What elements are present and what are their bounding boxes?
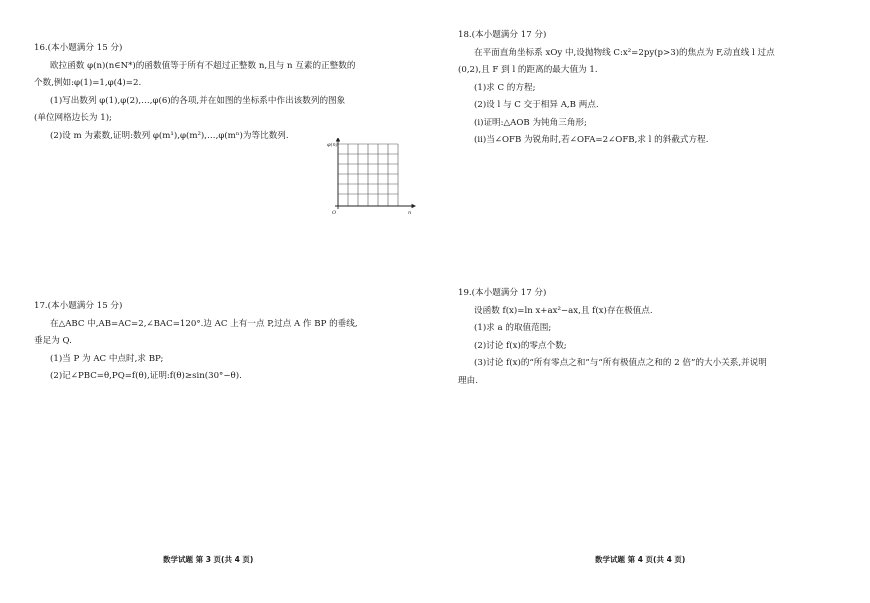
q16-line4: (单位网格边长为 1);: [34, 113, 112, 123]
q17-line1: 在△ABC 中,AB=AC=2,∠BAC=120°.边 AC 上有一点 P,过点 A 作 BP 的垂线,: [50, 318, 358, 329]
q16-line2: 个数,例如:φ(1)=1,φ(4)=2.: [34, 78, 142, 88]
q19-line1: 设函数 f(x)=ln x+ax²−ax,且 f(x)存在极值点.: [474, 305, 653, 316]
q17-line4: (2)记∠PBC=θ,PQ=f(θ),证明:f(θ)≥sin(30°−θ).: [50, 371, 242, 381]
q16-line1: 欧拉函数 φ(n)(n∈N*)的函数值等于所有不超过正整数 n,且与 n 互素的正整数的: [50, 60, 356, 71]
origin-label: O: [332, 210, 337, 216]
q16-line3: (1)写出数列 φ(1),φ(2),…,φ(6)的各项,并在如图的坐标系中作出该数列的图象: [50, 95, 346, 106]
q17-line2: 垂足为 Q.: [34, 336, 72, 346]
q19-line3: (2)讨论 f(x)的零点个数;: [474, 340, 567, 351]
question-16: [34, 40, 355, 145]
q19-header: 19.(本小题满分 17 分): [458, 288, 547, 298]
y-axis-arrow: [337, 138, 340, 141]
page-footer-right: 数学试题 第 4 页(共 4 页): [595, 555, 686, 564]
coordinate-grid-figure: [326, 138, 418, 216]
q17-line3: (1)当 P 为 AC 中点时,求 BP;: [50, 353, 164, 364]
q18-line3: (1)求 C 的方程;: [474, 82, 536, 93]
q16-header: 16.(本小题满分 15 分): [34, 43, 123, 53]
y-axis-label: φ(n): [327, 142, 338, 148]
question-18: [458, 27, 775, 150]
x-axis-label: n: [408, 210, 412, 216]
q18-line4: (2)设 l 与 C 交于相异 A,B 两点.: [474, 100, 599, 110]
q19-line4: (3)讨论 f(x)的“所有零点之和”与“所有极值点之和的 2 倍”的大小关系,并说明: [474, 358, 767, 368]
page-footer-left: 数学试题 第 3 页(共 4 页): [163, 555, 254, 564]
grid-svg: [326, 138, 418, 216]
q18-line5: (ⅰ)证明:△AOB 为钝角三角形;: [474, 117, 587, 128]
q19-line2: (1)求 a 的取值范围;: [474, 323, 552, 333]
q19-line5: 理由.: [458, 375, 478, 386]
q18-line2: (0,2),且 F 到 l 的距离的最大值为 1.: [458, 65, 598, 75]
q18-header: 18.(本小题满分 17 分): [458, 30, 547, 40]
x-axis-arrow: [412, 205, 415, 208]
q16-line5: (2)设 m 为素数,证明:数列 φ(m¹),φ(m²),…,φ(mⁿ)为等比数列.: [50, 130, 289, 141]
q17-header: 17.(本小题满分 15 分): [34, 301, 123, 311]
q18-line1: 在平面直角坐标系 xOy 中,设抛物线 C:x²=2py(p>3)的焦点为 F,动直线 l 过点: [474, 47, 775, 58]
question-17: [34, 298, 358, 386]
q18-line6: (ⅱ)当∠OFB 为锐角时,若∠OFA=2∠OFB,求 l 的斜截式方程.: [474, 135, 709, 145]
question-19: [458, 285, 767, 390]
grid-lines: [338, 144, 398, 206]
